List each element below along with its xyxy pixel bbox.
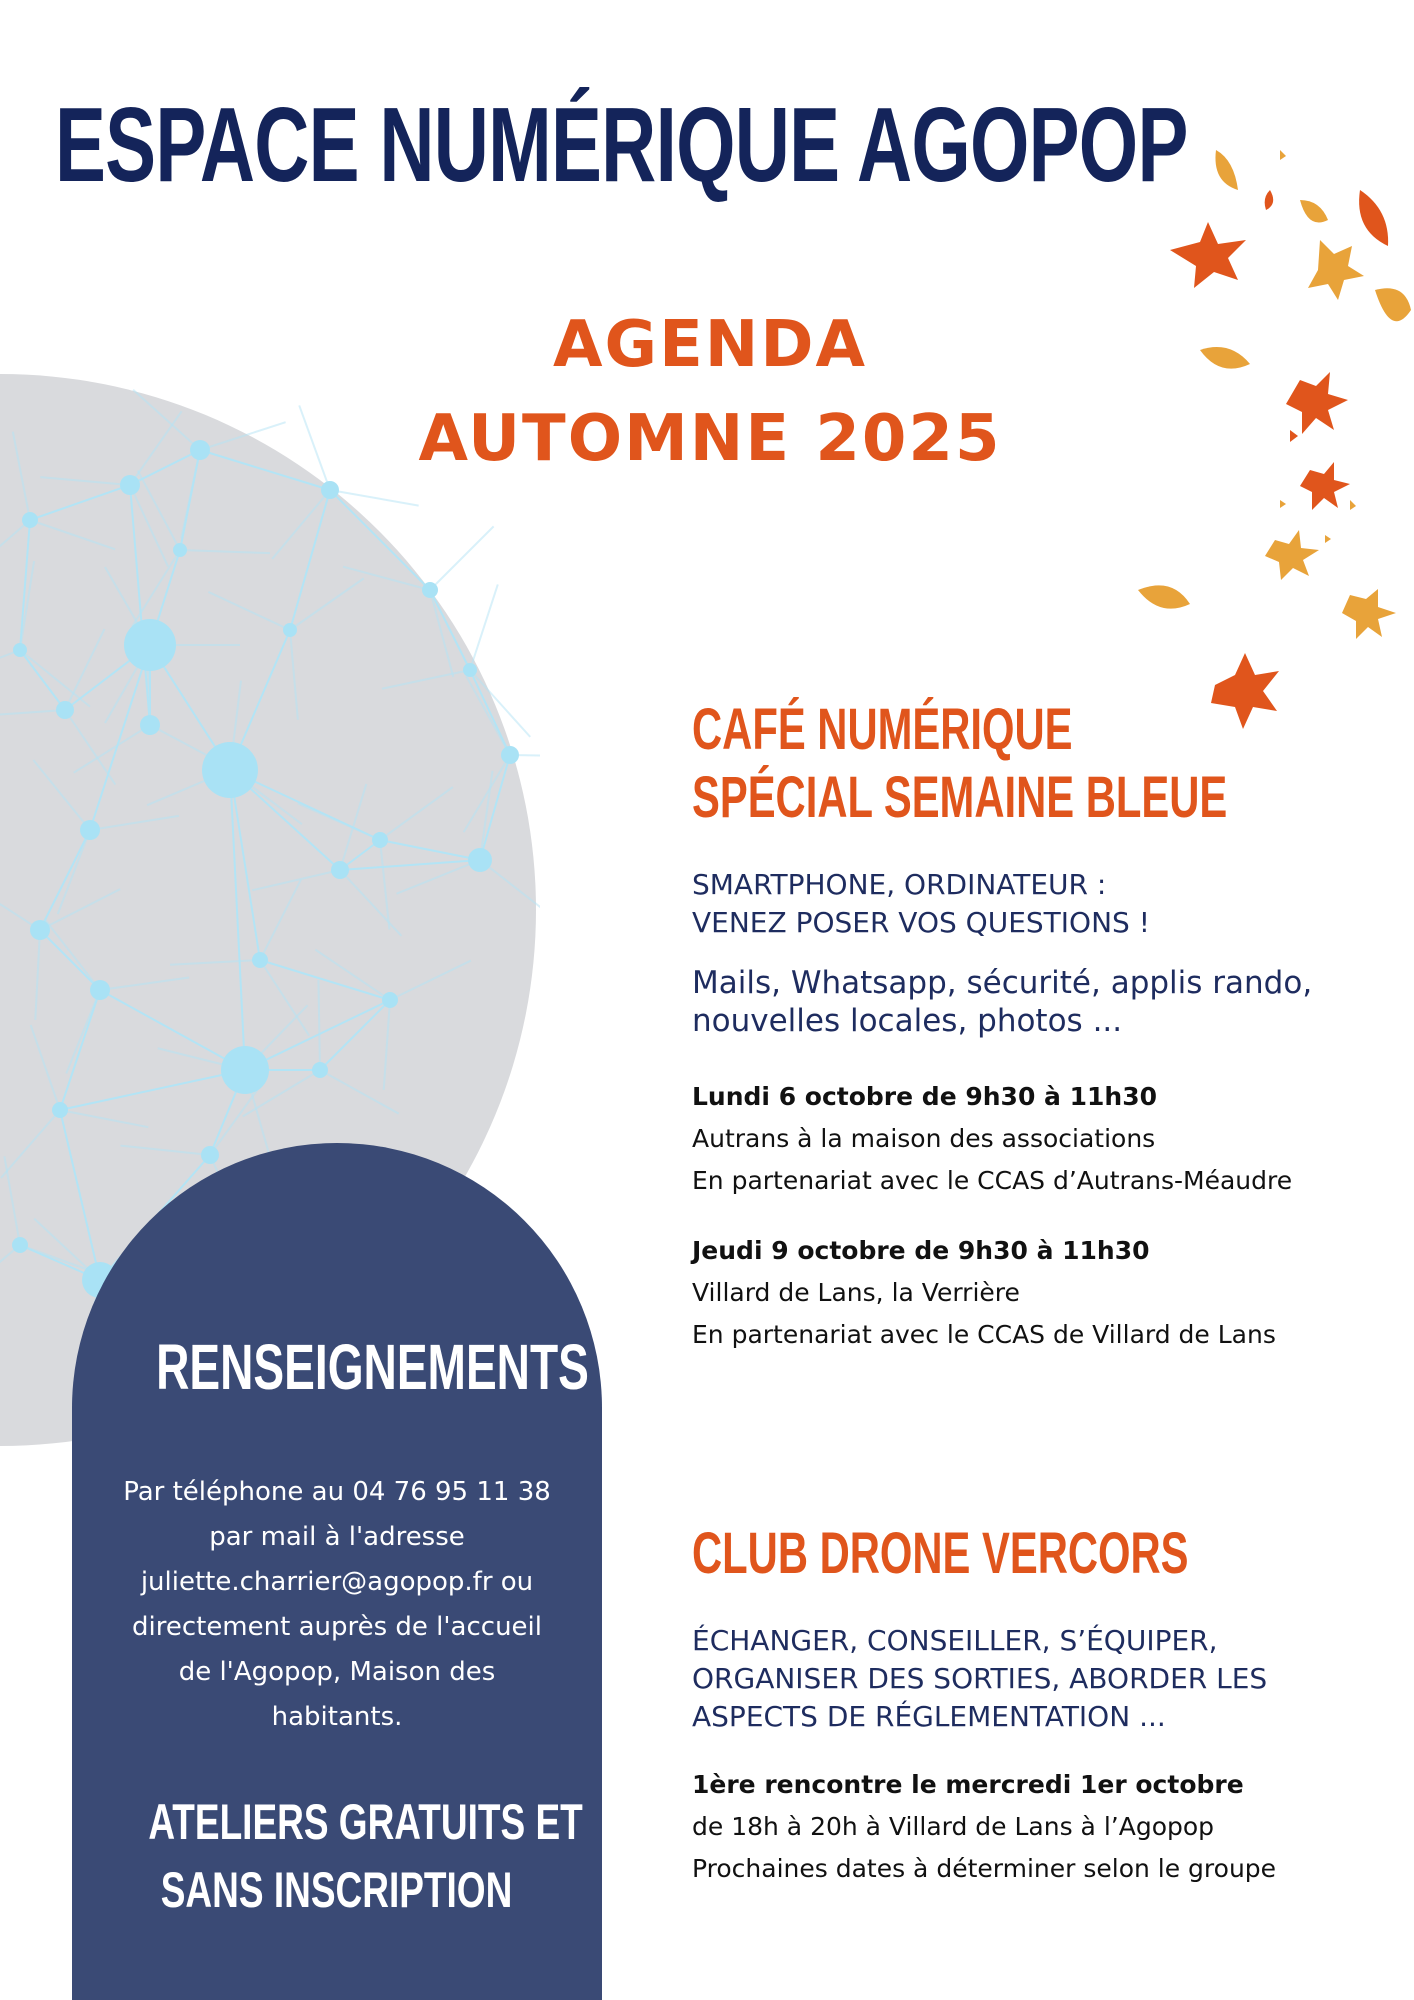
network-node [382,992,398,1008]
agenda-line: AGENDA [553,308,867,382]
session-partner: En partenariat avec le CCAS de Villard de Lans [692,1320,1276,1349]
cafe-topics-line1: Mails, Whatsapp, sécurité, applis rando, [692,965,1313,1001]
network-node [140,715,160,735]
drone-first-meeting: 1ère rencontre le mercredi 1er octobre [692,1770,1244,1799]
cafe-title-line1: CAFÉ NUMÉRIQUE [692,697,1073,762]
agenda-heading [330,298,1090,486]
network-node [201,1146,219,1164]
drone-subtitle [692,1622,1267,1736]
free-workshops-line2: SANS INSCRIPTION [161,1862,513,1918]
drone-subtitle-line2: ORGANISER DES SORTIES, ABORDER LES [692,1662,1268,1695]
free-workshops-line1: ATELIERS GRATUITS ET [148,1794,583,1850]
network-ray [470,584,498,670]
network-node [56,701,74,719]
contact-line: directement auprès de l'accueil [131,1612,542,1642]
cafe-session-1 [692,1076,1292,1202]
contact-line: de l'Agopop, Maison des [178,1657,496,1687]
contact-line: par mail à l'adresse [209,1522,465,1552]
drone-subtitle-line1: ÉCHANGER, CONSEILLER, S’ÉQUIPER, [692,1624,1218,1657]
drone-subtitle-line3: ASPECTS DE RÉGLEMENTATION ... [692,1700,1166,1733]
network-node [173,543,187,557]
network-node [252,952,268,968]
network-node [13,643,27,657]
cafe-section-title [692,696,1414,832]
network-ray [430,526,494,590]
network-node [501,746,519,764]
free-workshops-note [72,1788,602,1924]
cafe-subtitle-line1: SMARTPHONE, ORDINATEUR : [692,868,1107,901]
season-line: AUTOMNE 2025 [418,402,1002,476]
network-node [80,820,100,840]
network-node [120,475,140,495]
network-node [202,742,258,798]
network-node [463,663,477,677]
network-node [283,623,297,637]
network-node [190,440,210,460]
contact-title-text: RENSEIGNEMENTS [156,1331,589,1403]
drone-details [692,1764,1276,1890]
cafe-topics [692,964,1312,1040]
drone-next-dates: Prochaines dates à déterminer selon le groupe [692,1854,1277,1883]
contact-line: Par téléphone au 04 76 95 11 38 [123,1477,551,1507]
contact-line: habitants. [271,1702,403,1732]
session-partner: En partenariat avec le CCAS d’Autrans-Méaudre [692,1166,1293,1195]
leaf-group [1138,150,1411,729]
network-node [124,619,176,671]
drone-section-title: CLUB DRONE VERCORS [692,1521,1189,1586]
session-place: Autrans à la maison des associations [692,1124,1156,1153]
network-node [30,920,50,940]
network-node [12,1237,28,1253]
page-title: ESPACE NUMÉRIQUE AGOPOP [55,86,1188,204]
network-node [331,861,349,879]
cafe-session-2 [692,1230,1276,1356]
network-node [221,1046,269,1094]
cafe-topics-line2: nouvelles locales, photos ... [692,1003,1123,1039]
session-place: Villard de Lans, la Verrière [692,1278,1020,1307]
drone-time-place: de 18h à 20h à Villard de Lans à l’Agopop [692,1812,1215,1841]
network-node [90,980,110,1000]
network-node [312,1062,328,1078]
contact-email-line[interactable]: juliette.charrier@agopop.fr ou [140,1567,534,1597]
cafe-title-line2: SPÉCIAL SEMAINE BLEUE [692,765,1228,830]
network-node [468,848,492,872]
cafe-subtitle-line2: VENEZ POSER VOS QUESTIONS ! [692,906,1150,939]
session-date: Jeudi 9 octobre de 9h30 à 11h30 [692,1236,1150,1265]
cafe-subtitle [692,866,1150,942]
autumn-leaves-icon [1120,130,1414,750]
network-node [52,1102,68,1118]
network-node [372,832,388,848]
contact-text [92,1470,582,1740]
network-node [22,512,38,528]
session-date: Lundi 6 octobre de 9h30 à 11h30 [692,1082,1157,1111]
contact-title [72,1330,602,1404]
network-node [422,582,438,598]
